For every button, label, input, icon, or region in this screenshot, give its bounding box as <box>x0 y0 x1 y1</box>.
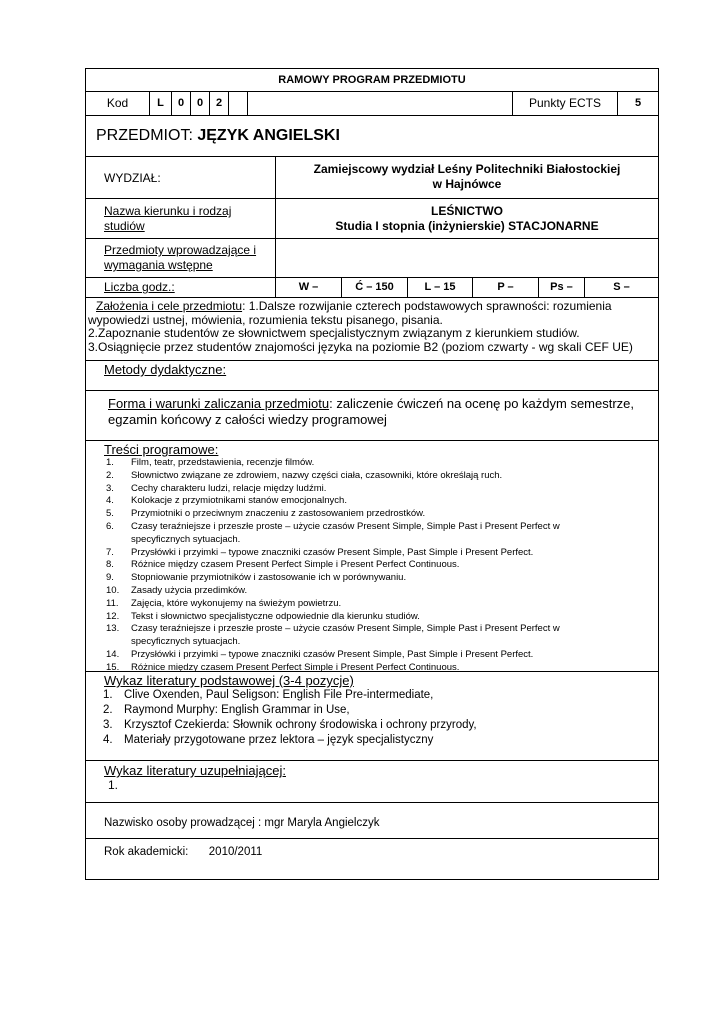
kod-spacer <box>248 92 513 115</box>
hours-p: P – <box>473 278 539 297</box>
lecturer-row <box>86 803 658 839</box>
supplementary-item-1: 1. <box>108 778 119 792</box>
form-header <box>86 69 658 92</box>
goals-heading: Założenia i cele przedmiotu <box>96 299 243 313</box>
kod-char-2: 0 <box>172 92 191 115</box>
prereq-label-line2: wymagania wstępne <box>104 258 213 272</box>
content-item-number: 4. <box>106 495 114 507</box>
literature-heading: Wykaz literatury podstawowej (3-4 pozycje) <box>104 673 354 688</box>
content-item-text: Kolokacje z przymiotnikami stanów emocjonalnych. <box>131 495 347 507</box>
field-label-line1: Nazwa kierunku i rodzaj <box>104 204 232 218</box>
assessment-line1: : zaliczenie ćwiczeń na ocenę po każdym semestrze, <box>329 396 635 411</box>
literature-section <box>86 672 658 761</box>
content-item <box>86 585 658 598</box>
content-list <box>86 457 658 675</box>
content-item-text: Tekst i słownictwo specjalistyczne odpowiednie dla kierunku studiów. <box>131 610 420 622</box>
content-item-number: 8. <box>106 559 114 571</box>
supplementary-heading: Wykaz literatury uzupełniającej: <box>104 763 286 778</box>
literature-list <box>86 688 658 748</box>
content-item-text: Przysłówki i przyimki – typowe znaczniki czasów Present Simple, Past Simple i Present Perfect. <box>131 648 534 660</box>
literature-item <box>86 688 658 703</box>
content-item-number: 10. <box>106 584 120 596</box>
kod-char-3: 0 <box>191 92 210 115</box>
kod-row <box>86 92 658 116</box>
faculty-value-line1: Zamiejscowy wydział Leśny Politechniki Białostockiej <box>313 162 621 176</box>
lecturer-text: Nazwisko osoby prowadzącej : mgr Maryla Angielczyk <box>104 817 380 829</box>
assessment-heading: Forma i warunki zaliczania przedmiotu <box>108 396 330 411</box>
prereq-value <box>276 239 658 277</box>
literature-item-number: 2. <box>103 704 113 716</box>
prereq-row <box>86 239 658 278</box>
content-item-number: 6. <box>106 520 114 532</box>
content-item-number: 5. <box>106 508 114 520</box>
goals-section <box>86 298 658 361</box>
kod-char-4: 2 <box>210 92 229 115</box>
content-item-number: 11. <box>106 597 119 609</box>
content-item-text: Film, teatr, przedstawienia, recenzje filmów. <box>131 457 315 468</box>
content-item-text: Różnice między czasem Present Perfect Simple i Present Perfect Continuous. <box>131 559 460 571</box>
literature-item <box>86 718 658 733</box>
content-item <box>86 470 658 483</box>
hours-w: W – <box>276 278 342 297</box>
literature-item-text: Krzysztof Czekierda: Słownik ochrony środowiska i ochrony przyrody, <box>124 719 477 731</box>
content-item-text: Słownictwo związane ze zdrowiem, nazwy części ciała, czasowniki, które określają ruch. <box>131 469 503 481</box>
content-item-number: 13. <box>106 623 120 635</box>
content-item-text: Czasy teraźniejsze i przeszłe proste – użycie czasów Present Simple, Simple Past i Present Perfect w <box>131 623 560 635</box>
content-item <box>86 457 658 470</box>
ects-label: Punkty ECTS <box>513 92 618 115</box>
content-item <box>86 521 658 547</box>
subject-name: JĘZYK ANGIELSKI <box>197 127 340 144</box>
faculty-value-line2: w Hajnówce <box>432 177 502 191</box>
content-item <box>86 559 658 572</box>
literature-item <box>86 703 658 718</box>
prereq-label-line1: Przedmioty wprowadzające i <box>104 243 257 257</box>
content-item <box>86 611 658 624</box>
content-item-text-cont: specyficznych sytuacjach. <box>131 533 241 545</box>
assessment-line2: egzamin końcowy z całości wiedzy programowej <box>108 412 387 427</box>
content-item-text: Przymiotniki o przeciwnym znaczeniu z zastosowaniem przedrostków. <box>131 508 426 520</box>
content-item-number: 15. <box>106 661 120 673</box>
methods-section <box>86 361 658 391</box>
content-item-text: Czasy teraźniejsze i przeszłe proste – użycie czasów Present Simple, Simple Past i Present Perfect w <box>131 520 560 532</box>
literature-item-text: Clive Oxenden, Paul Seligson: English File Pre-intermediate, <box>124 689 434 701</box>
kod-label: Kod <box>86 92 150 115</box>
goals-line1: : 1.Dalsze rozwijanie czterech podstawowych sprawności: rozumienia <box>242 299 612 313</box>
content-item-text: Zasady użycia przedimków. <box>131 584 248 596</box>
content-item <box>86 598 658 611</box>
hours-row <box>86 278 658 298</box>
content-item-text: Różnice między czasem Present Perfect Simple i Present Perfect Continuous. <box>131 661 460 673</box>
content-item <box>86 508 658 521</box>
form-title: RAMOWY PROGRAM PRZEDMIOTU <box>278 74 466 86</box>
literature-item-text: Raymond Murphy: English Grammar in Use, <box>124 704 350 716</box>
content-item-number: 1. <box>106 457 114 468</box>
content-item <box>86 572 658 585</box>
field-label-line2: studiów <box>104 219 145 233</box>
hours-s: S – <box>613 281 630 293</box>
literature-item-number: 3. <box>103 719 113 731</box>
content-item <box>86 547 658 560</box>
content-item-text: Przysłówki i przyimki – typowe znaczniki czasów Present Simple, Past Simple i Present Perfect. <box>131 546 534 558</box>
content-item <box>86 649 658 662</box>
content-item <box>86 623 658 649</box>
field-value-line2: Studia I stopnia (inżynierskie) STACJONARNE <box>335 219 599 233</box>
hours-ps: Ps – <box>539 278 585 297</box>
content-item <box>86 495 658 508</box>
hours-l: L – 15 <box>408 278 473 297</box>
faculty-label: WYDZIAŁ: <box>86 157 276 198</box>
content-heading: Treści programowe: <box>104 442 219 457</box>
literature-item-number: 4. <box>103 734 113 746</box>
year-label: Rok akademicki: <box>104 846 189 858</box>
content-item-number: 2. <box>106 469 114 481</box>
content-section <box>86 441 658 672</box>
field-value-line1: LEŚNICTWO <box>431 204 503 218</box>
content-item-text: Stopniowanie przymiotników i zastosowanie ich w porównywaniu. <box>131 572 407 584</box>
year-row <box>86 839 658 879</box>
year-value: 2010/2011 <box>208 846 263 858</box>
content-item-number: 9. <box>106 572 114 584</box>
goals-line2: wypowiedzi ustnej, mówienia, rozumienia tekstu pisanego, pisania. <box>88 312 443 327</box>
content-item <box>86 483 658 496</box>
methods-heading: Metody dydaktyczne: <box>104 362 227 377</box>
program-form <box>85 68 659 880</box>
goals-line4: 3.Osiągnięcie przez studentów znajomości języka na poziomie B2 (poziom czwarty - wg skali CEF UE) <box>88 339 633 354</box>
subject-row <box>86 116 658 157</box>
literature-item-number: 1. <box>103 689 113 701</box>
content-item-text: Cechy charakteru ludzi, relacje między ludźmi. <box>131 482 327 494</box>
content-item-number: 14. <box>106 648 120 660</box>
faculty-row <box>86 157 658 199</box>
content-item-text: Zajęcia, które wykonujemy na świeżym powietrzu. <box>131 597 342 609</box>
literature-item <box>86 733 658 748</box>
content-item-number: 3. <box>106 482 114 494</box>
assessment-section <box>86 391 658 441</box>
hours-label: Liczba godz.: <box>104 280 175 294</box>
content-item-number: 7. <box>106 546 114 558</box>
subject-prefix: PRZEDMIOT: <box>96 127 198 144</box>
content-item-text-cont: specyficznych sytuacjach. <box>131 636 241 648</box>
field-row <box>86 199 658 239</box>
hours-c: Ć – 150 <box>342 278 408 297</box>
ects-value: 5 <box>634 97 642 109</box>
kod-char-1: L <box>150 92 172 115</box>
kod-char-5 <box>229 92 248 115</box>
literature-item-text: Materiały przygotowane przez lektora – język specjalistyczny <box>124 734 434 746</box>
content-item-number: 12. <box>106 610 120 622</box>
supplementary-section <box>86 761 658 803</box>
goals-line3: 2.Zapoznanie studentów ze słownictwem specjalistycznym związanym z kierunkiem studiów. <box>88 326 580 340</box>
